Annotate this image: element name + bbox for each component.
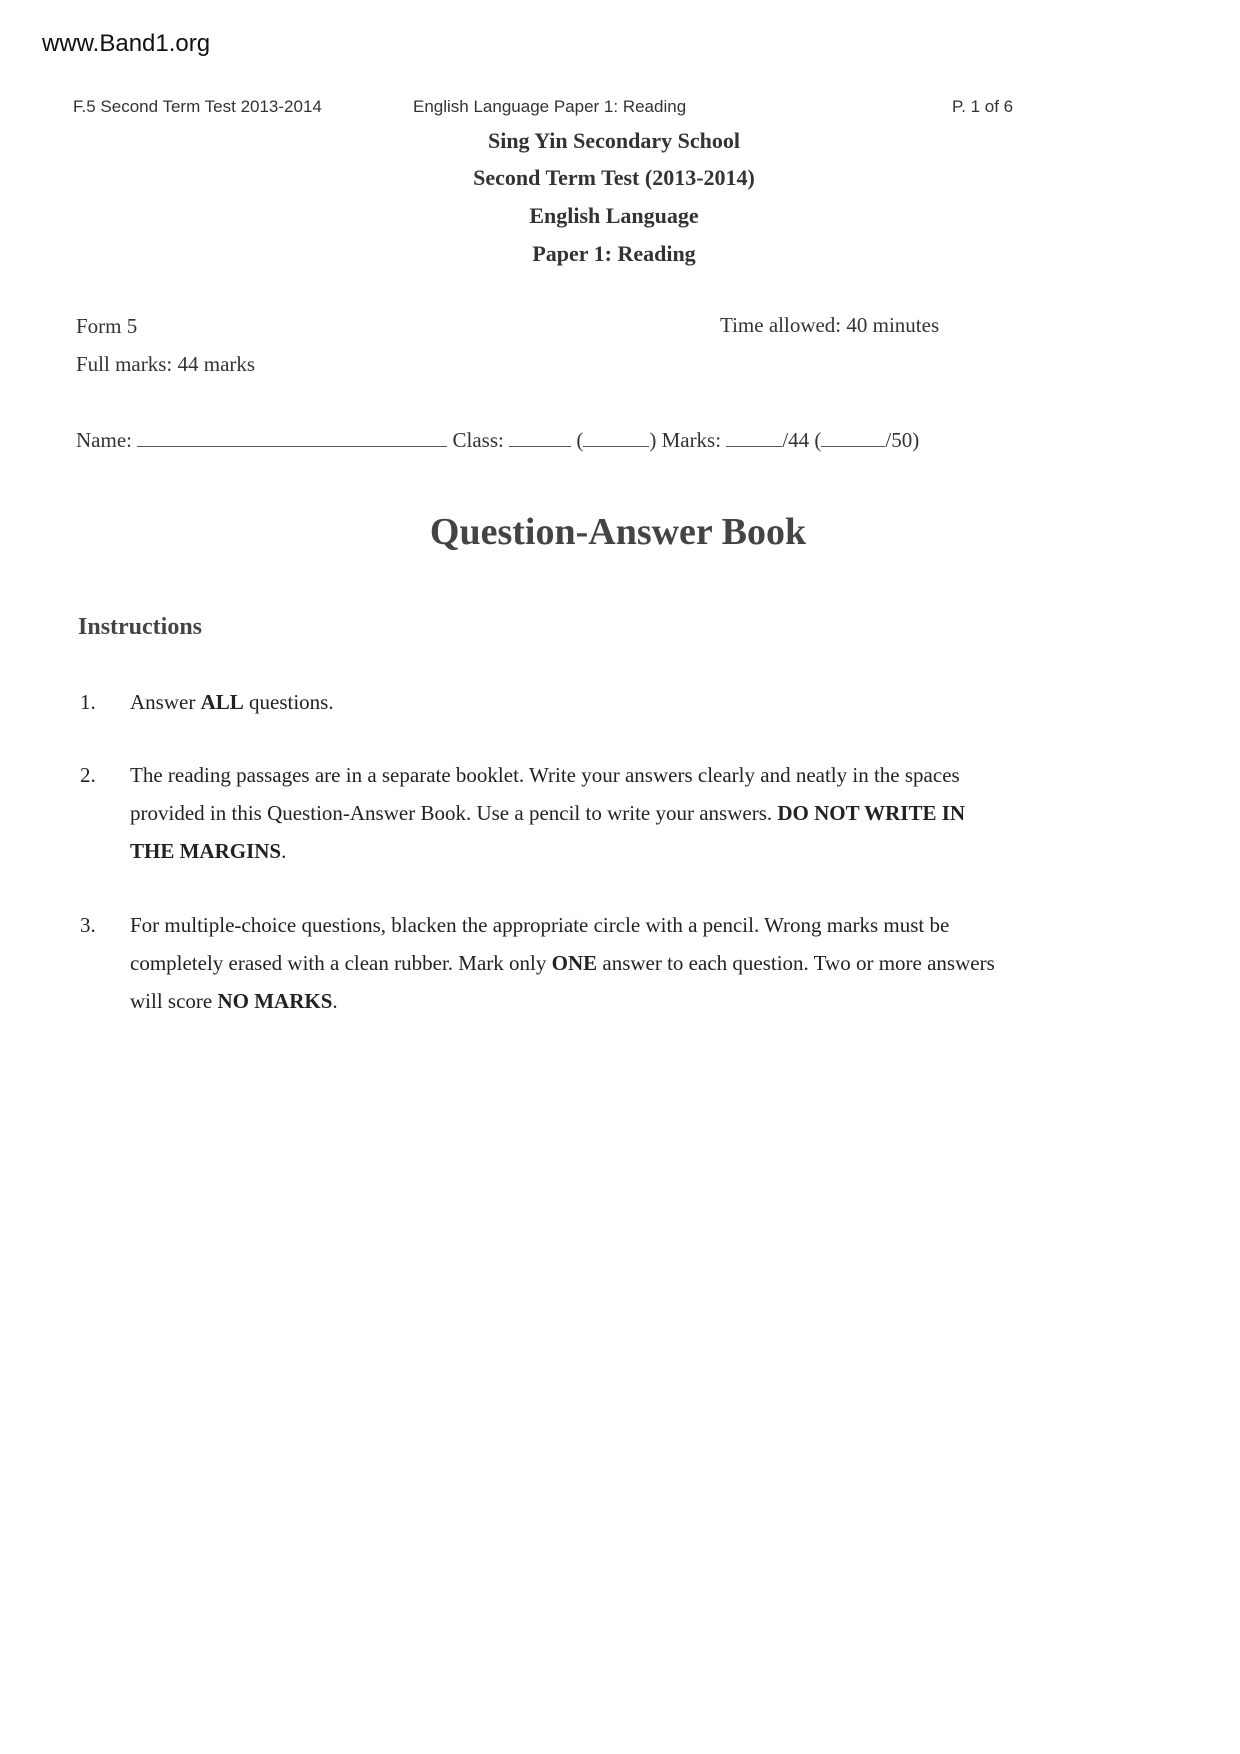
header-center: English Language Paper 1: Reading [413, 97, 687, 116]
instruction-line [130, 989, 338, 1014]
instruction-text: The reading passages are in a separate booklet. Write your answers clearly and neatly in the spaces [130, 763, 960, 787]
instruction-text: completely erased with a clean rubber. Mark only [130, 951, 552, 975]
watermark-site: www.Band1.org [42, 30, 211, 57]
instruction-line [130, 839, 286, 864]
marks-blank[interactable] [726, 445, 782, 447]
instruction-text: will score [130, 989, 218, 1013]
emphasis-text: DO NOT WRITE IN [777, 801, 966, 825]
class-number-blank[interactable] [583, 445, 649, 447]
instructions-heading: Instructions [78, 614, 203, 640]
form-label: Form 5 [76, 314, 138, 338]
name-label: Name: [76, 428, 132, 452]
class-blank[interactable] [509, 445, 571, 447]
paper-name: Paper 1: Reading [532, 241, 696, 266]
instruction-line [130, 763, 960, 788]
marks-50-blank[interactable] [821, 445, 885, 447]
instruction-line [130, 690, 334, 715]
instruction-line [130, 913, 949, 938]
instruction-text: answer to each question. Two or more answers [597, 951, 995, 975]
school-name: Sing Yin Secondary School [487, 128, 741, 153]
instruction-line [130, 801, 965, 826]
emphasis-text: ONE [551, 951, 598, 975]
instruction-number: 3. [80, 913, 96, 937]
emphasis-text: THE MARGINS [130, 839, 282, 863]
marks-44: /44 ( [782, 428, 822, 452]
book-title: Question-Answer Book [429, 511, 807, 553]
instruction-line [130, 951, 995, 976]
page-number: P. 1 of 6 [952, 97, 1014, 116]
marks-50: /50) [885, 428, 920, 452]
instruction-number: 2. [80, 763, 96, 787]
open-paren: ( [576, 428, 584, 452]
instruction-text: Answer [130, 690, 201, 714]
instruction-text: . [281, 839, 287, 863]
instruction-text: . [332, 989, 338, 1013]
instruction-text: For multiple-choice questions, blacken the appropriate circle with a pencil. Wrong marks must be [130, 913, 950, 937]
name-blank[interactable] [137, 445, 447, 447]
instruction-text: questions. [243, 690, 334, 714]
instruction-text: provided in this Question-Answer Book. Use a pencil to write your answers. [130, 801, 778, 825]
instruction-number: 1. [80, 690, 96, 714]
test-name: Second Term Test (2013-2014) [473, 165, 755, 190]
marks-label: ) Marks: [649, 428, 722, 452]
header-left: F.5 Second Term Test 2013-2014 [73, 97, 322, 116]
emphasis-text: NO MARKS [217, 989, 333, 1013]
subject-name: English Language [529, 203, 699, 228]
emphasis-text: ALL [200, 690, 244, 714]
student-info-row [76, 428, 919, 453]
time-allowed: Time allowed: 40 minutes [720, 313, 940, 337]
class-label: Class: [452, 428, 504, 452]
full-marks: Full marks: 44 marks [76, 352, 256, 376]
